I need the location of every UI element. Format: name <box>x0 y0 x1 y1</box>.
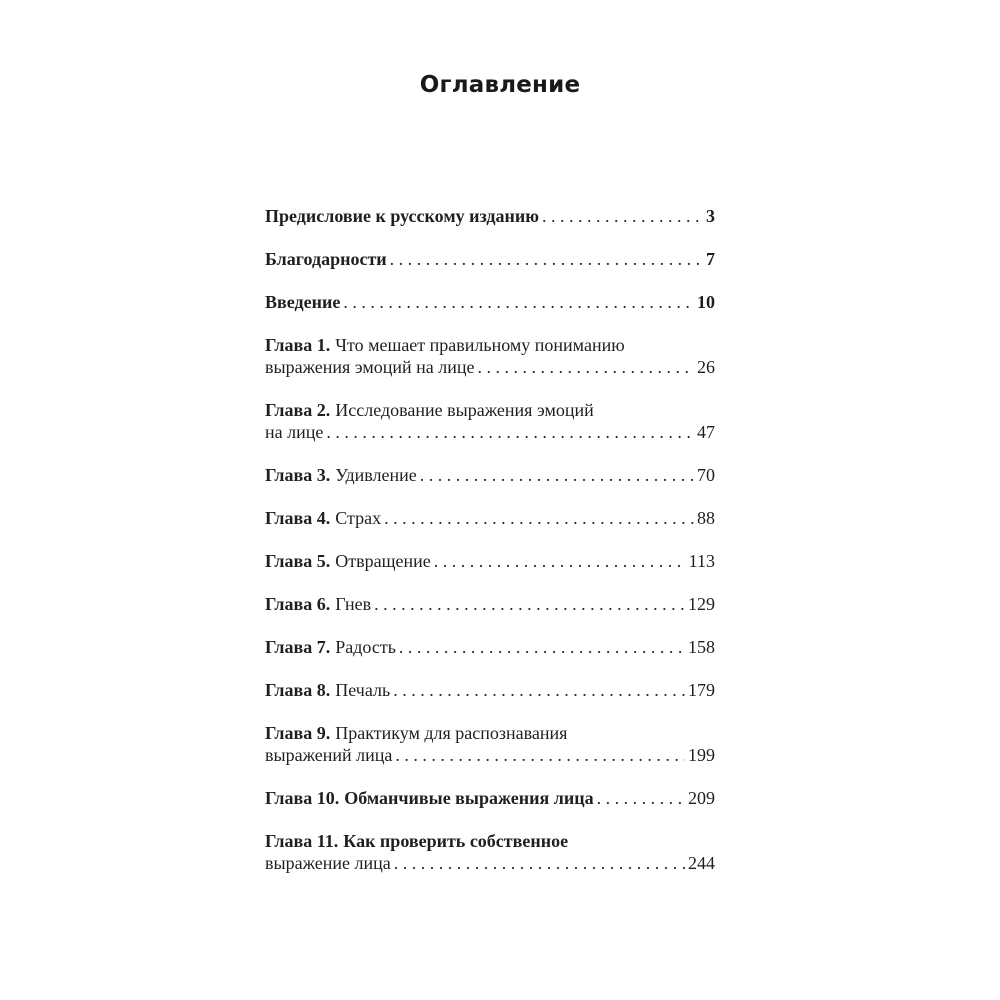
toc-page-number: 179 <box>688 680 715 700</box>
toc-page-number: 113 <box>688 551 715 571</box>
toc-entry-title: Отвращение <box>335 551 431 571</box>
dot-leader <box>399 636 685 658</box>
toc-entry-title: Гнев <box>335 594 372 614</box>
dot-leader <box>394 852 685 874</box>
toc-entry-title: Введение <box>265 292 341 312</box>
dot-leader <box>384 507 694 529</box>
toc-entry-title: Страх <box>335 508 382 528</box>
toc-page-number: 7 <box>706 249 715 269</box>
toc-entry-chapter-11 <box>265 830 715 874</box>
toc-entry-chapter-6 <box>265 593 715 615</box>
dot-leader <box>393 679 685 701</box>
toc-page-number: 3 <box>706 206 715 226</box>
dot-leader <box>374 593 685 615</box>
toc-entry-title-continued: выражения эмоций на лице <box>265 357 475 377</box>
toc-entry-title-continued: на лице <box>265 422 324 442</box>
toc-entry-title: Обманчивые выражения лица <box>344 788 594 808</box>
dot-leader <box>390 248 703 270</box>
dot-leader <box>395 744 685 766</box>
toc-entry-title: Благодарности <box>265 249 387 269</box>
toc-entry-title: Радость <box>335 637 396 657</box>
toc-entry-chapter-1 <box>265 334 715 378</box>
toc-entry-chapter-2 <box>265 399 715 443</box>
table-of-contents <box>265 205 715 895</box>
chapter-label: Глава 11. <box>265 831 339 851</box>
toc-page-number: 244 <box>688 853 715 873</box>
toc-entry-title: Печаль <box>335 680 391 700</box>
toc-page-number: 26 <box>697 357 715 377</box>
chapter-label: Глава 4. <box>265 508 331 528</box>
toc-page-number: 70 <box>697 465 715 485</box>
toc-page-number: 209 <box>688 788 715 808</box>
chapter-label: Глава 1. <box>265 335 331 355</box>
chapter-label: Глава 3. <box>265 465 331 485</box>
page-title: Оглавление <box>419 72 581 98</box>
dot-leader <box>434 550 686 572</box>
toc-entry-chapter-8 <box>265 679 715 701</box>
toc-page-number: 88 <box>697 508 715 528</box>
toc-entry-introduction <box>265 291 715 313</box>
toc-entry-title: Практикум для распознавания <box>335 723 568 743</box>
chapter-label: Глава 10. <box>265 788 340 808</box>
toc-entry-chapter-4 <box>265 507 715 529</box>
toc-entry-title: Как проверить собственное <box>343 831 569 851</box>
toc-page-number: 10 <box>697 292 715 312</box>
toc-entry-chapter-7 <box>265 636 715 658</box>
dot-leader <box>542 205 703 227</box>
dot-leader <box>326 421 694 443</box>
toc-entry-title: Удивление <box>335 465 417 485</box>
toc-page-number: 199 <box>688 745 715 765</box>
chapter-label: Глава 8. <box>265 680 331 700</box>
chapter-label: Глава 2. <box>265 400 331 420</box>
dot-leader <box>597 787 685 809</box>
toc-page-number: 129 <box>688 594 715 614</box>
chapter-label: Глава 6. <box>265 594 331 614</box>
toc-entry-title: Предисловие к русскому изданию <box>265 206 539 226</box>
toc-entry-preface <box>265 205 715 227</box>
toc-entry-acknowledgements <box>265 248 715 270</box>
toc-entry-title: Что мешает правильному пониманию <box>335 335 625 355</box>
toc-page-number: 158 <box>688 637 715 657</box>
chapter-label: Глава 5. <box>265 551 331 571</box>
toc-entry-chapter-5 <box>265 550 715 572</box>
chapter-label: Глава 9. <box>265 723 331 743</box>
toc-entry-chapter-3 <box>265 464 715 486</box>
dot-leader <box>343 291 694 313</box>
toc-entry-chapter-9 <box>265 722 715 766</box>
toc-page-number: 47 <box>697 422 715 442</box>
toc-entry-title-continued: выражений лица <box>265 745 393 765</box>
toc-entry-title-continued: выражение лица <box>265 853 391 873</box>
dot-leader <box>478 356 694 378</box>
chapter-label: Глава 7. <box>265 637 331 657</box>
toc-entry-title: Исследование выражения эмоций <box>335 400 594 420</box>
dot-leader <box>420 464 694 486</box>
toc-entry-chapter-10 <box>265 787 715 809</box>
